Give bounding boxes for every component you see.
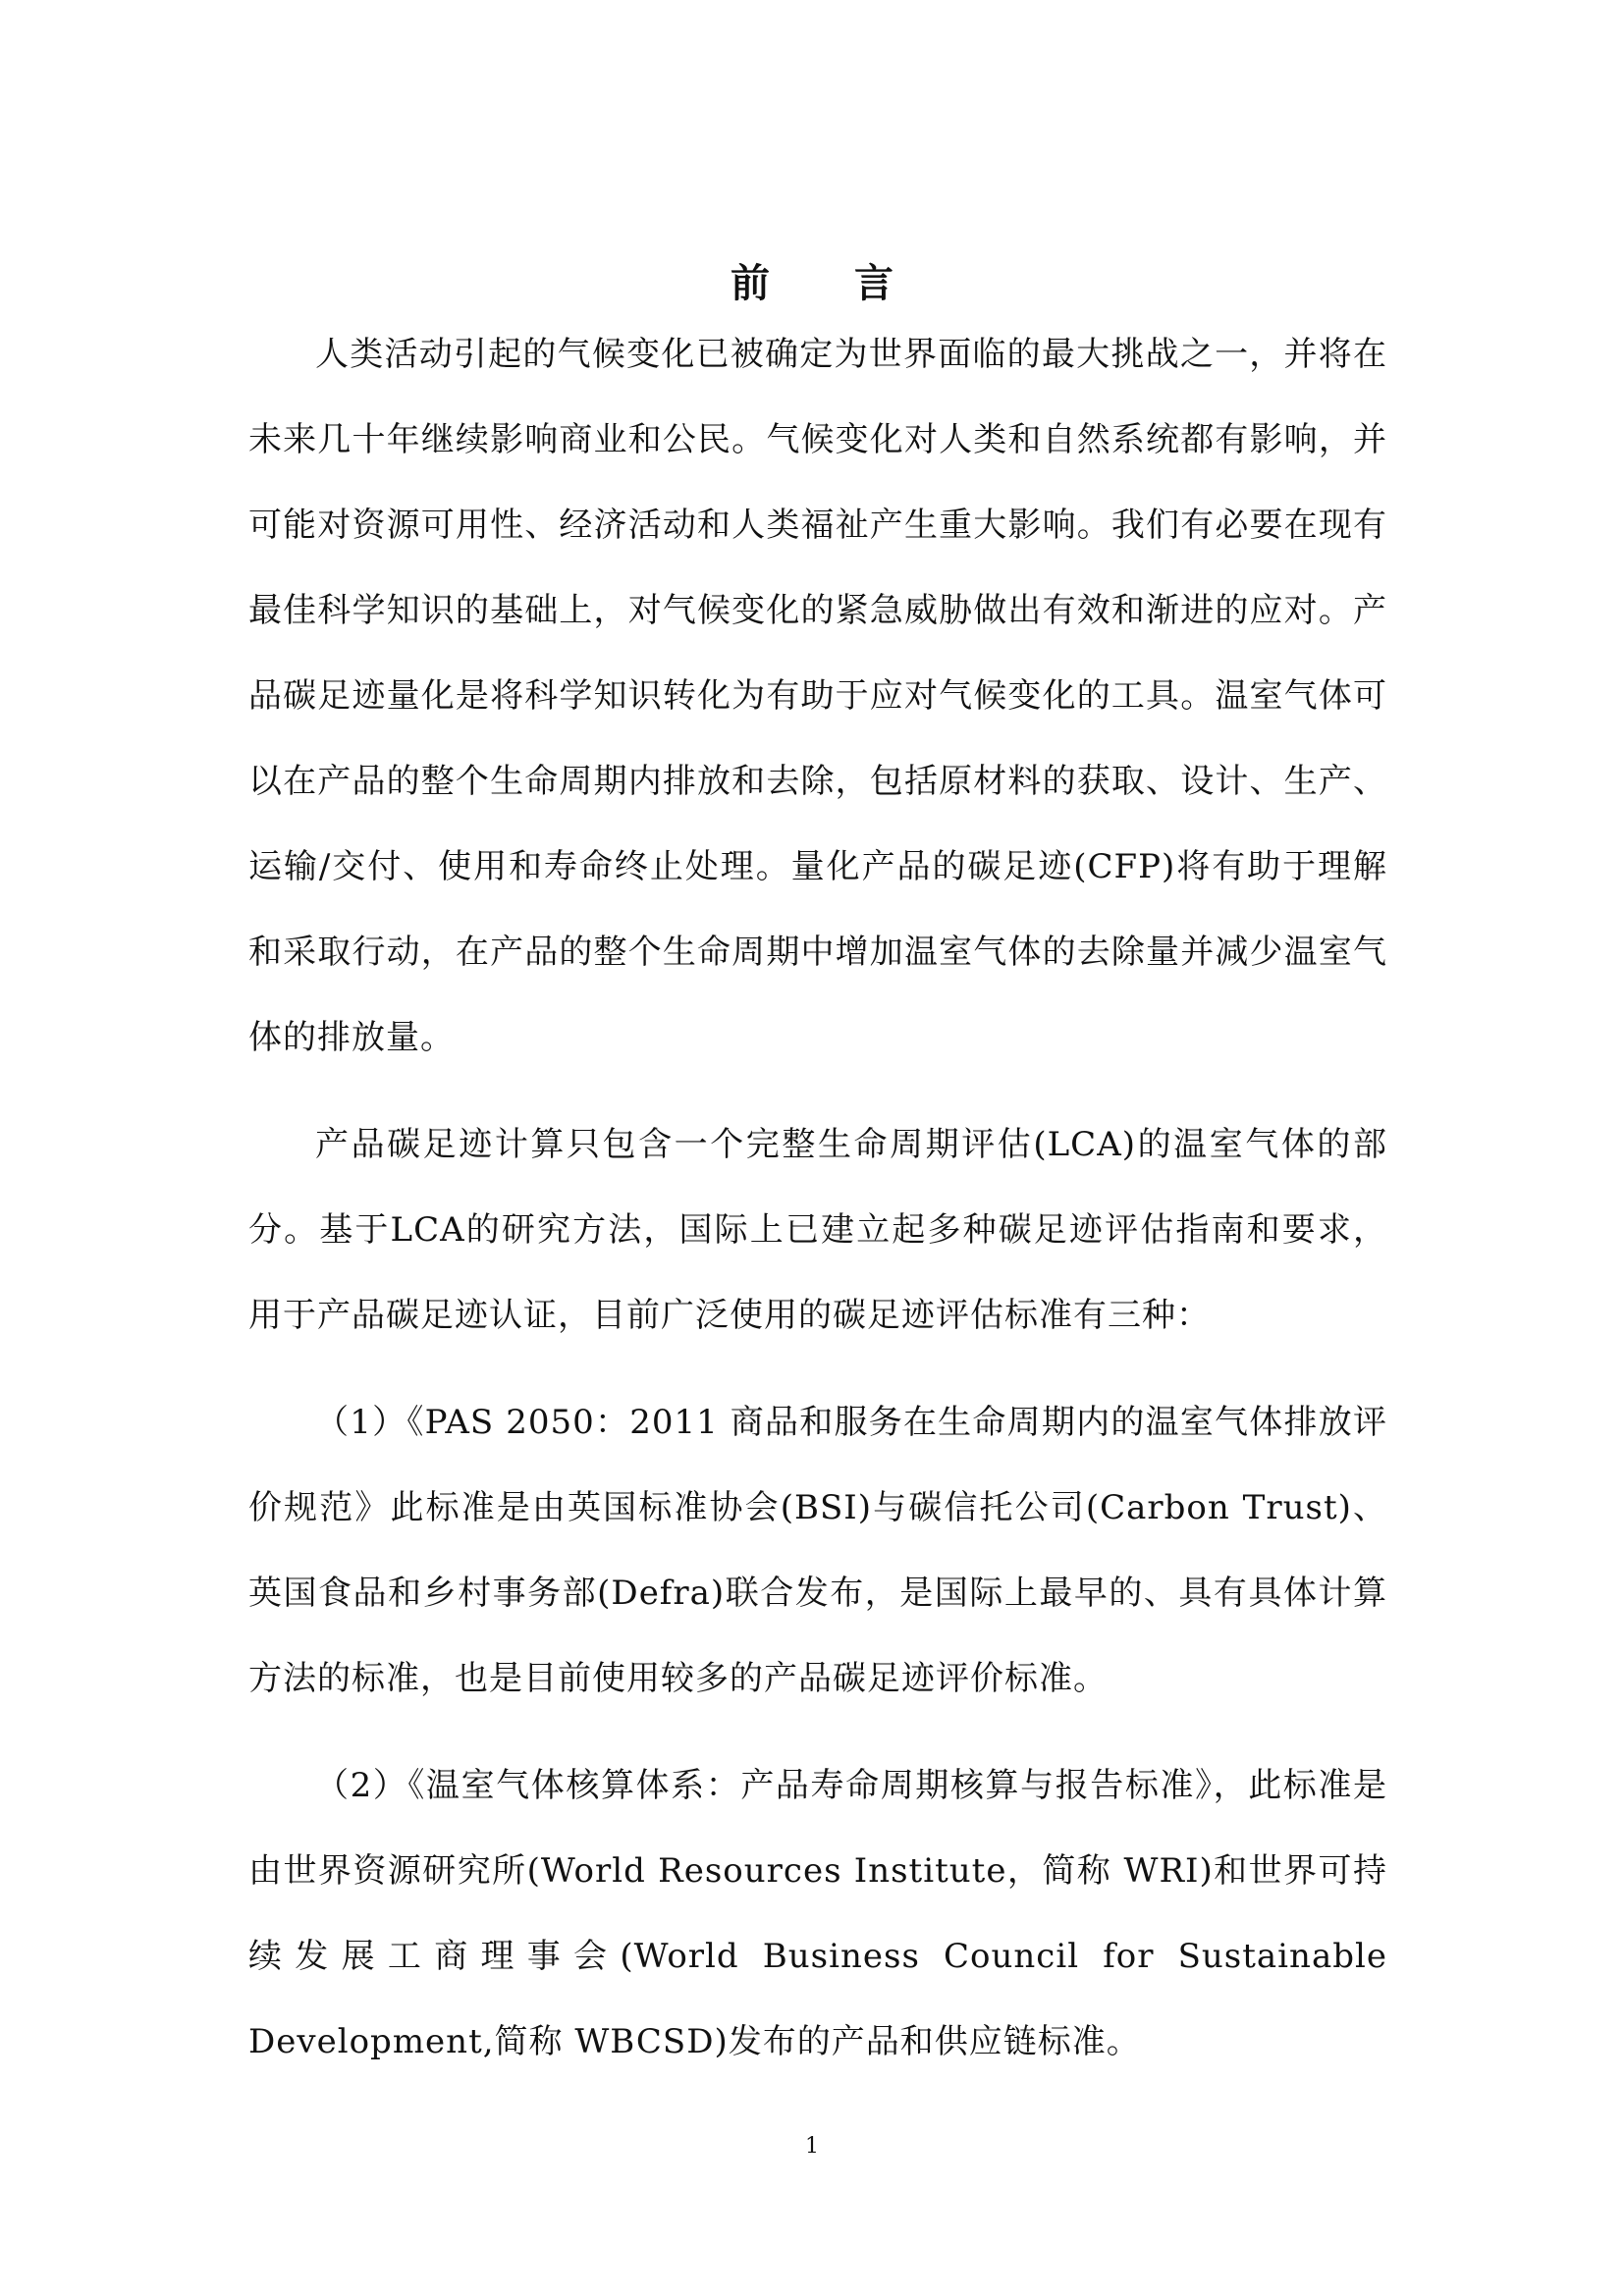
- page-number: 1: [805, 2134, 819, 2159]
- paragraph-pas-2050: （1）《PAS 2050：2011 商品和服务在生命周期内的温室气体排放评价规范》此标准是由英国标准协会(BSI)与碳信托公司(Carbon Trust)、英国食品和乡村事务部(Defra)联合发布，是国际上最早的、具有具体计算方法的标准，也是目前使用较多的产品碳足迹评价标准。: [248, 1403, 1387, 1698]
- paragraph-carbon-footprint-methods: 产品碳足迹计算只包含一个完整生命周期评估(LCA)的温室气体的部分。基于LCA的研究方法，国际上已建立起多种碳足迹评估指南和要求，用于产品碳足迹认证，目前广泛使用的碳足迹评估标准有三种：: [248, 1125, 1387, 1335]
- document-body: [248, 312, 1387, 2085]
- page-title: 前 言: [731, 259, 929, 306]
- paragraph-ghg-protocol: （2）《温室气体核算体系：产品寿命周期核算与报告标准》，此标准是由世界资源研究所(World Resources Institute，简称 WRI)和世界可持续发展工商理事会(World Business Council for Sustainable Development,简称 WBCSD)发布的产品和供应链标准。: [248, 1766, 1387, 2061]
- paragraph-climate-change: 人类活动引起的气候变化已被确定为世界面临的最大挑战之一，并将在未来几十年继续影响商业和公民。气候变化对人类和自然系统都有影响，并可能对资源可用性、经济活动和人类福祉产生重大影响。我们有必要在现有最佳科学知识的基础上，对气候变化的紧急威胁做出有效和渐进的应对。产品碳足迹量化是将科学知识转化为有助于应对气候变化的工具。温室气体可以在产品的整个生命周期内排放和去除，包括原材料的获取、设计、生产、运输/交付、使用和寿命终止处理。量化产品的碳足迹(CFP)将有助于理解和采取行动，在产品的整个生命周期中增加温室气体的去除量并减少温室气体的排放量。: [248, 335, 1387, 1057]
